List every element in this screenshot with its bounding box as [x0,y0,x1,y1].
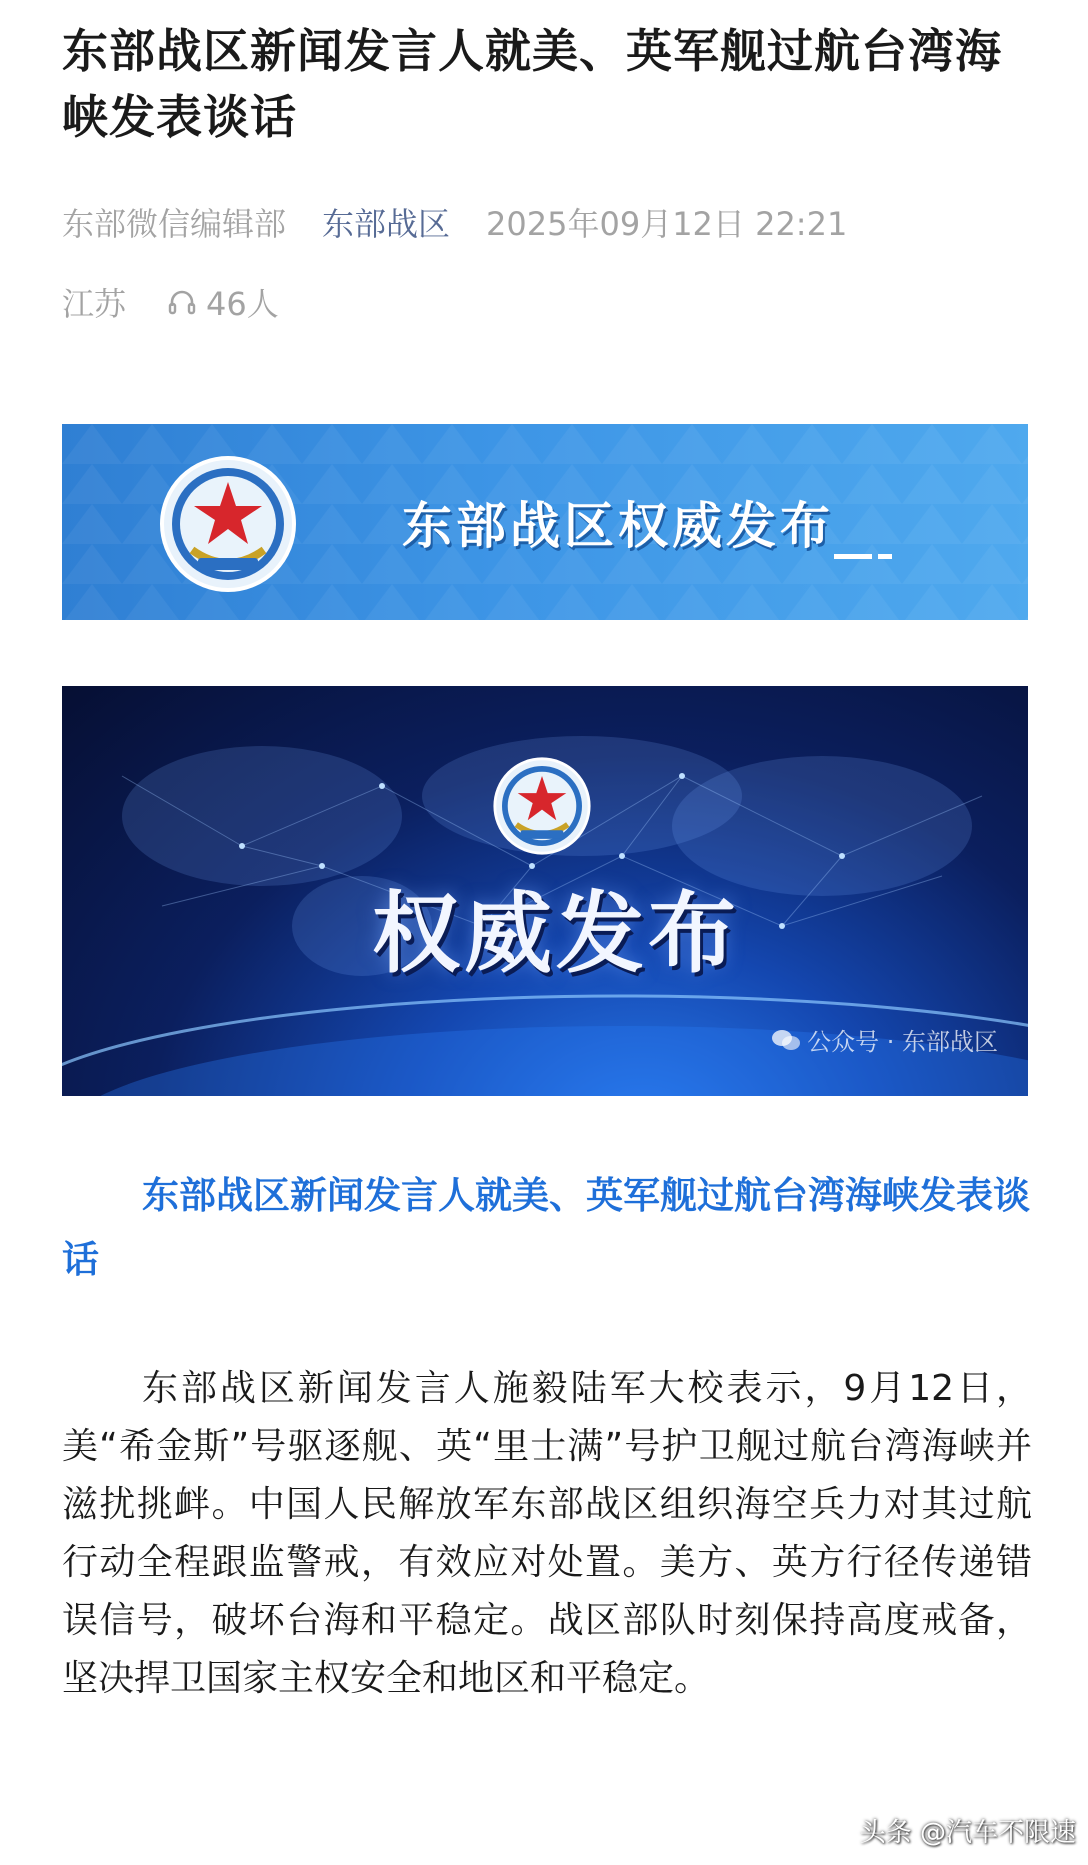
banner-watermark [771,1022,998,1057]
authority-release-banner [62,686,1028,1096]
headphones-icon [166,286,198,318]
eastern-theater-emblem-icon [158,454,298,594]
article-title: 东部战区新闻发言人就美、英军舰过航台湾海峡发表谈话 [62,24,1002,144]
listen-count[interactable] [166,279,279,325]
article-subheading: 东部战区新闻发言人就美、英军舰过航台湾海峡发表谈话 [62,1174,1030,1281]
eastern-theater-emblem-icon [492,756,592,856]
banner-title: 东部战区权威发布 [402,497,834,555]
wechat-icon [771,1027,801,1053]
publish-datetime: 2025年09月12日 22:21 [486,205,848,243]
banner-headline: 权威发布 [372,882,741,985]
article-meta [62,198,847,246]
account-link[interactable]: 东部战区 [322,205,451,243]
author-name: 东部微信编辑部 [62,205,287,243]
location-label: 江苏 [62,285,127,323]
listen-count-value: 46人 [206,285,279,323]
banner-watermark-text: 公众号 · 东部战区 [807,1028,998,1056]
article-meta-secondary [62,278,279,326]
banner-underline [834,554,894,564]
article-body: 东部战区新闻发言人施毅陆军大校表示，9月12日，美“希金斯”号驱逐舰、英“里士满”号护卫舰过航台湾海峡并滋扰挑衅。中国人民解放军东部战区组织海空兵力对其过航行动全程跟监警戒，有效应对处置。美方、英方行径传递错误信号，破坏台海和平稳定。战区部队时刻保持高度戒备，坚决捍卫国家主权安全和地区和平稳定。 [62,1368,1032,1699]
eastern-theater-banner [62,424,1028,620]
source-watermark: 头条 @汽车不限速 [859,1818,1076,1848]
